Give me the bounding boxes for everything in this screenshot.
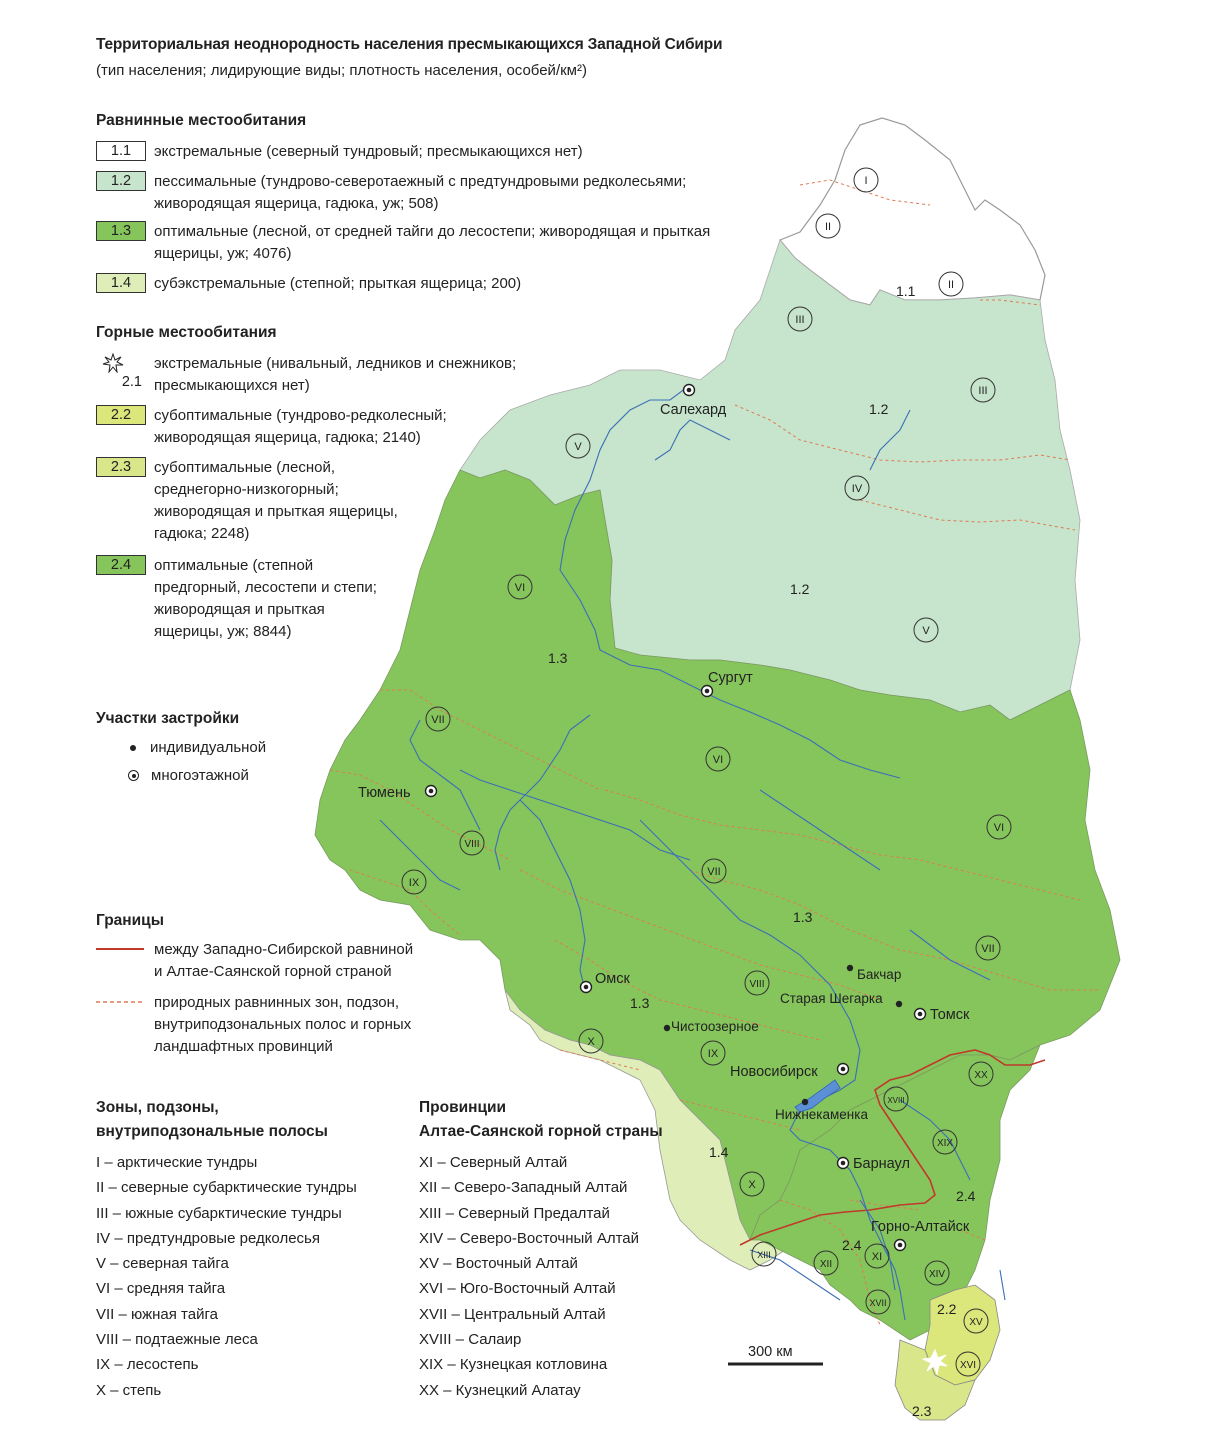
legend-text: гадюка; 2248) [154,525,250,542]
zone-numeral: X [748,1179,756,1191]
zone-numeral: XIV [928,1269,946,1280]
type-label: 2.4 [842,1237,862,1253]
legend-text: пресмыкающихся нет) [154,377,310,394]
provinces-heading [419,1096,663,1144]
legend-text: многоэтажной [151,767,249,784]
legend-text: живородящая и прыткая [154,601,325,618]
list-item: IX – лесостепь [96,1356,199,1374]
legend-text: живородящая и прыткая ящерицы, [154,503,398,520]
list-item: V – северная тайга [96,1255,229,1273]
legend-swatch: 2.2 [96,405,146,425]
type-label: 1.4 [709,1144,729,1160]
zone-numeral: V [574,441,582,453]
scale-bar [728,1344,823,1364]
zone-numeral: III [795,314,805,326]
legend-text: живородящая ящерица, гадюка, уж; 508) [154,195,439,212]
legend-text: между Западно-Сибирской равниной [154,941,414,958]
zone-numeral: I [864,175,868,187]
borders-heading: Границы [96,912,164,929]
dot-icon [130,745,136,751]
zone-numeral: XVIII [887,1096,905,1105]
legend-multistorey [128,767,249,784]
list-item: XI – Северный Алтай [419,1154,568,1171]
city-label: Чистоозерное [671,1019,759,1034]
city-label: Томск [930,1007,970,1023]
provinces-list [419,1150,639,1403]
legend-text: индивидуальной [150,739,267,756]
city-label: Тюмень [358,785,411,801]
zones-heading [96,1096,328,1144]
zone-numeral: VI [514,582,526,594]
list-item: X – степь [96,1381,162,1399]
zone-numeral: IV [851,483,863,495]
list-item: III – южные субарктические тундры [96,1204,342,1222]
city-label: Бакчар [857,967,902,982]
legend-text: предгорный, лесостепи и степи; [154,579,377,596]
legend-text: пессимальные (тундрово-северотаежный с предтундровыми редколесьями; [154,173,687,190]
legend-text: субоптимальные (лесной, [154,459,336,476]
list-item: XIII – Северный Предалтай [419,1204,610,1222]
zone-numeral: VII [707,866,721,878]
list-item: VII – южная тайга [96,1305,218,1323]
zone-numeral: VI [712,754,724,766]
heading-line: Провинции [419,1099,507,1116]
legend-border-altai [96,939,413,983]
list-item: XV – Восточный Алтай [419,1255,578,1273]
solid-line-icon [96,939,146,959]
zone-numeral: VI [993,822,1005,834]
legend-text: оптимальные (лесной, от средней тайги до лесостепи; живородящая и прыткая [154,223,711,240]
city-label: Горно-Алтайск [871,1219,970,1235]
dashed-line-icon [96,992,146,1012]
legend-text: внутриподзональных полос и горных [154,1016,412,1033]
city-label: Старая Шегарка [780,991,883,1006]
type-label: 1.1 [896,283,916,299]
list-item: IV – предтундровые редколесья [96,1229,320,1247]
list-item: XX – Кузнецкий Алатау [419,1381,581,1399]
legend-item-2-1 [96,353,516,397]
mountain-heading: Горные местообитания [96,324,277,341]
ring-dot-icon [128,770,139,781]
map-title: Территориальная неоднородность населения пресмыкающихся Западной Сибири [96,36,723,53]
legend-swatch: 2.3 [96,457,146,477]
list-item: XVII – Центральный Алтай [419,1305,606,1323]
list-item: XVIII – Салаир [419,1331,522,1349]
legend-swatch: 1.3 [96,221,146,241]
zone-numeral: XI [871,1251,883,1263]
scale-label: 300 км [748,1344,793,1360]
legend-swatch: 1.2 [96,171,146,191]
type-label: 2.4 [956,1188,976,1204]
city-label: Омск [595,971,630,987]
zone-numeral: XIII [757,1250,771,1260]
plain-heading: Равнинные местообитания [96,112,307,129]
legend-item-1-1 [96,141,583,163]
list-item: XIV – Северо-Восточный Алтай [419,1229,640,1247]
city-label: Барнаул [853,1156,910,1172]
legend-text: ящерицы, уж; 8844) [154,623,292,640]
legend-text: среднегорно-низкогорный; [154,481,339,498]
type-label: 2.3 [912,1403,932,1419]
legend-swatch: 1.4 [96,273,146,293]
zone-numeral: III [978,385,988,397]
type-label: 1.2 [869,401,889,417]
heading-line: Зоны, подзоны, [96,1099,219,1116]
legend-text: ландшафтных провинций [154,1038,333,1055]
legend-text: экстремальные (нивальный, ледников и снежников; [154,355,517,372]
zone-numeral: VII [431,714,445,726]
city-label: Сургут [708,670,753,686]
legend-text: ящерицы, уж; 4076) [154,245,292,262]
zone-numeral: XV [969,1317,983,1328]
zone-numeral: II [824,221,832,233]
list-item: I – арктические тундры [96,1154,258,1171]
zone-numeral: XX [974,1070,988,1081]
city-label: Новосибирск [730,1064,818,1080]
legend-item-1-2 [96,171,686,215]
zone-numeral: IX [707,1048,719,1060]
zone-numeral: XVII [869,1298,887,1308]
legend-text: и Алтае-Саянской горной страной [154,963,392,980]
heading-line: Алтае-Саянской горной страны [419,1123,663,1140]
zones-list [96,1150,357,1403]
legend-text: оптимальные (степной [154,557,314,574]
zone-numeral: VIII [749,979,765,990]
legend-swatch [96,353,146,390]
map-subtitle: (тип населения; лидирующие виды; плотность населения, особей/км²) [96,62,587,79]
type-label: 1.3 [793,909,813,925]
type-label: 1.3 [630,995,650,1011]
legend-swatch: 2.4 [96,555,146,575]
legend-text: природных равнинных зон, подзон, [154,994,400,1011]
legend-item-2-3 [96,457,398,545]
legend-item-2-2 [96,405,447,449]
legend-individual [130,739,266,756]
zone-numeral: II [947,279,955,291]
list-item: XVI – Юго-Восточный Алтай [419,1280,616,1298]
list-item: XIX – Кузнецкая котловина [419,1356,608,1374]
zone-numeral: XII [819,1259,833,1270]
legend-text: субэкстремальные (степной; прыткая ящерица; 200) [154,275,522,292]
list-item: II – северные субарктические тундры [96,1179,357,1197]
zone-numeral: XVI [959,1360,977,1371]
legend-item-1-4 [96,273,521,295]
zone-numeral: X [587,1036,595,1048]
zone-numeral: VII [981,943,995,955]
legend-border-zones [96,992,411,1058]
type-label: 1.2 [790,581,810,597]
list-item: VI – средняя тайга [96,1280,226,1298]
city-label: Нижнекаменка [775,1107,868,1122]
legend-item-2-4 [96,555,377,643]
legend-text: субоптимальные (тундрово-редколесный; [154,407,447,424]
settlements-heading: Участки застройки [96,710,240,727]
legend-swatch: 1.1 [96,141,146,161]
heading-line: внутриподзональные полосы [96,1123,328,1140]
type-label: 1.3 [548,650,568,666]
zone-numeral: VIII [464,839,480,850]
legend-text: живородящая ящерица, гадюка; 2140) [154,429,421,446]
legend-code: 2.1 [121,374,142,390]
city-label: Салехард [660,402,727,418]
type-label: 2.2 [937,1301,957,1317]
legend-item-1-3 [96,221,710,265]
zone-numeral: V [922,625,930,637]
glacier-star-icon [102,353,124,373]
legend-text: экстремальные (северный тундровый; пресмыкающихся нет) [154,143,583,160]
zone-numeral: XIX [936,1138,954,1149]
list-item: XII – Северо-Западный Алтай [419,1179,628,1197]
list-item: VIII – подтаежные леса [96,1331,258,1349]
zone-numeral: IX [408,877,420,889]
